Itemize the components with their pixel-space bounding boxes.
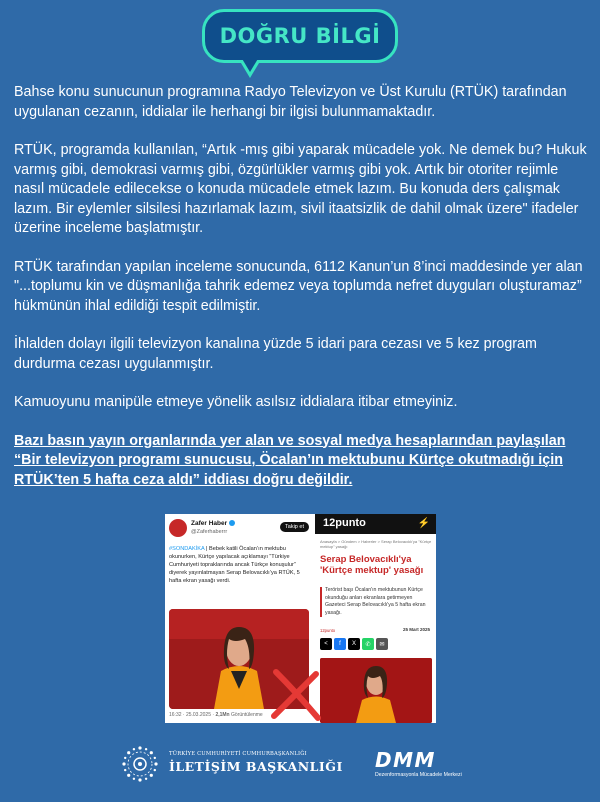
badge-box — [202, 9, 398, 63]
tweet-text — [169, 545, 309, 585]
news-date: 25 Mart 2025 — [402, 627, 430, 632]
gov-line2: İLETİŞİM BAŞKANLIĞI — [169, 759, 343, 774]
news-presenter-photo — [320, 658, 432, 723]
iletisim-logo — [120, 744, 343, 784]
follow-button[interactable]: Takip et — [280, 522, 309, 532]
paragraph-3: RTÜK tarafından yapılan inceleme sonucunda, 6112 Kanun’un 8’inci maddesinde yer alan "...toplumu kin ve düşmanlığa tahrik edemez veya toplumda nefret duyguları oluşturamaz” hükmünün ihlal edildiği tespit edilmiştir. — [14, 258, 583, 314]
dogru-bilgi-badge — [202, 9, 398, 81]
paragraph-1: Bahse konu sunucunun programına Radyo Televizyon ve Üst Kurulu (RTÜK) tarafından uygulanan cezanın, iddialar ile herhangi bir ilgisi bulunmamaktadır. — [14, 84, 567, 120]
x-icon[interactable]: X — [348, 638, 360, 650]
tweet-views: 2,1Mn — [215, 712, 230, 718]
presidency-emblem-icon — [120, 744, 160, 784]
whatsapp-icon[interactable]: ✆ — [362, 638, 374, 650]
news-header — [315, 514, 436, 534]
paragraph-5: Kamuoyunu manipüle etmeye yönelik asılsız iddialara itibar etmeyiniz. — [14, 394, 458, 410]
tweet-author: Zafer Haber — [191, 520, 228, 527]
share-bar — [320, 638, 388, 650]
bolt-icon[interactable]: ⚡ — [417, 518, 430, 529]
news-title: Serap Belovacıklı'ya 'Kürtçe mektup' yasağı — [320, 554, 424, 576]
news-logo[interactable]: 12punto — [323, 517, 366, 529]
tweet-views-label: Görüntülenme — [229, 712, 263, 718]
conclusion: Bazı basın yayın organlarında yer alan ve sosyal medya hesaplarından paylaşılan “Bir televizyon programı sunucusu, Öcalan’ın mektubunu Kürtçe okutmadığı için RTÜK’ten 5 hafta ceza aldı” iddiası doğru değildir. — [14, 432, 566, 488]
avatar — [169, 519, 187, 537]
facebook-icon[interactable]: f — [334, 638, 346, 650]
evidence-screenshot — [165, 514, 436, 723]
dmm-logo — [375, 748, 495, 780]
tweet-header — [169, 519, 309, 539]
badge-label: DOĞRU BİLGİ — [219, 24, 381, 48]
tweet-time: 16:32 · 25.03.2025 · — [169, 712, 216, 718]
tweet-handle: @Zaferhaberrr — [191, 529, 228, 535]
paragraph-4: İhlalden dolayı ilgili televizyon kanalına yüzde 5 idari para cezası ve 5 kez program durdurma cezası uygulanmıştır. — [14, 336, 537, 372]
breadcrumb: Anasayfa > Gündem > Haberler > Serap Belovacıklı'ya "Kürtçe mektup" yasağı — [320, 539, 432, 549]
dmm-wordmark: DMM — [375, 748, 436, 772]
paragraph-2: RTÜK, programda kullanılan, “Artık -mış gibi yaparak mücadele yok. Ne demek bu? Hukuk varmış gibi, demokrasi varmış gibi, özgürlükler varmış gibi yok. Artık bir otoriter rejimle nasıl mücadele edilecekse o konuda mücadele etmek lazım. Bu konuda ders çalışmak lazım. Bir eylemler silsilesi hazırlamak lazım, sivil itaatsizlik de dahil olmak üzere" ifadeler üzerine inceleme başlatmıştır. — [14, 142, 587, 236]
tweet-hashtag[interactable]: #SONDAKİKA — [169, 546, 205, 552]
dmm-subtitle: Dezenformasyonla Mücadele Merkezi — [375, 772, 462, 778]
gov-line1: TÜRKİYE CUMHURİYETİ CUMHURBAŞKANLIĞI — [169, 751, 307, 757]
email-icon[interactable]: ✉ — [376, 638, 388, 650]
news-source: 12punto — [320, 628, 336, 633]
false-cross-icon — [268, 666, 324, 722]
verified-icon — [229, 520, 235, 526]
news-image — [320, 658, 432, 723]
share-icon[interactable]: < — [320, 638, 332, 650]
news-lead: Terörist başı Öcalan'ın mektubunun Kürtçe okunduğu anları ekranlara getirmeyen Gazeteci Serap Belovacıklı'ya 5 hafta ekran yasağı. — [320, 587, 432, 617]
tweet-body: | Bebek katili Öcalan’ın mektubu okunurken, Kürtçe yapılacak açıklamayı “Türkiye Cumhuriyeti topraklarında ancak Türkçe konuşulur” diyerek yayınlatmayan Serap Belovacıklı’ya RTÜK, 5 hafta ekran yasağı verdi. — [169, 546, 300, 584]
body-text — [14, 83, 588, 490]
news-article — [315, 514, 436, 723]
